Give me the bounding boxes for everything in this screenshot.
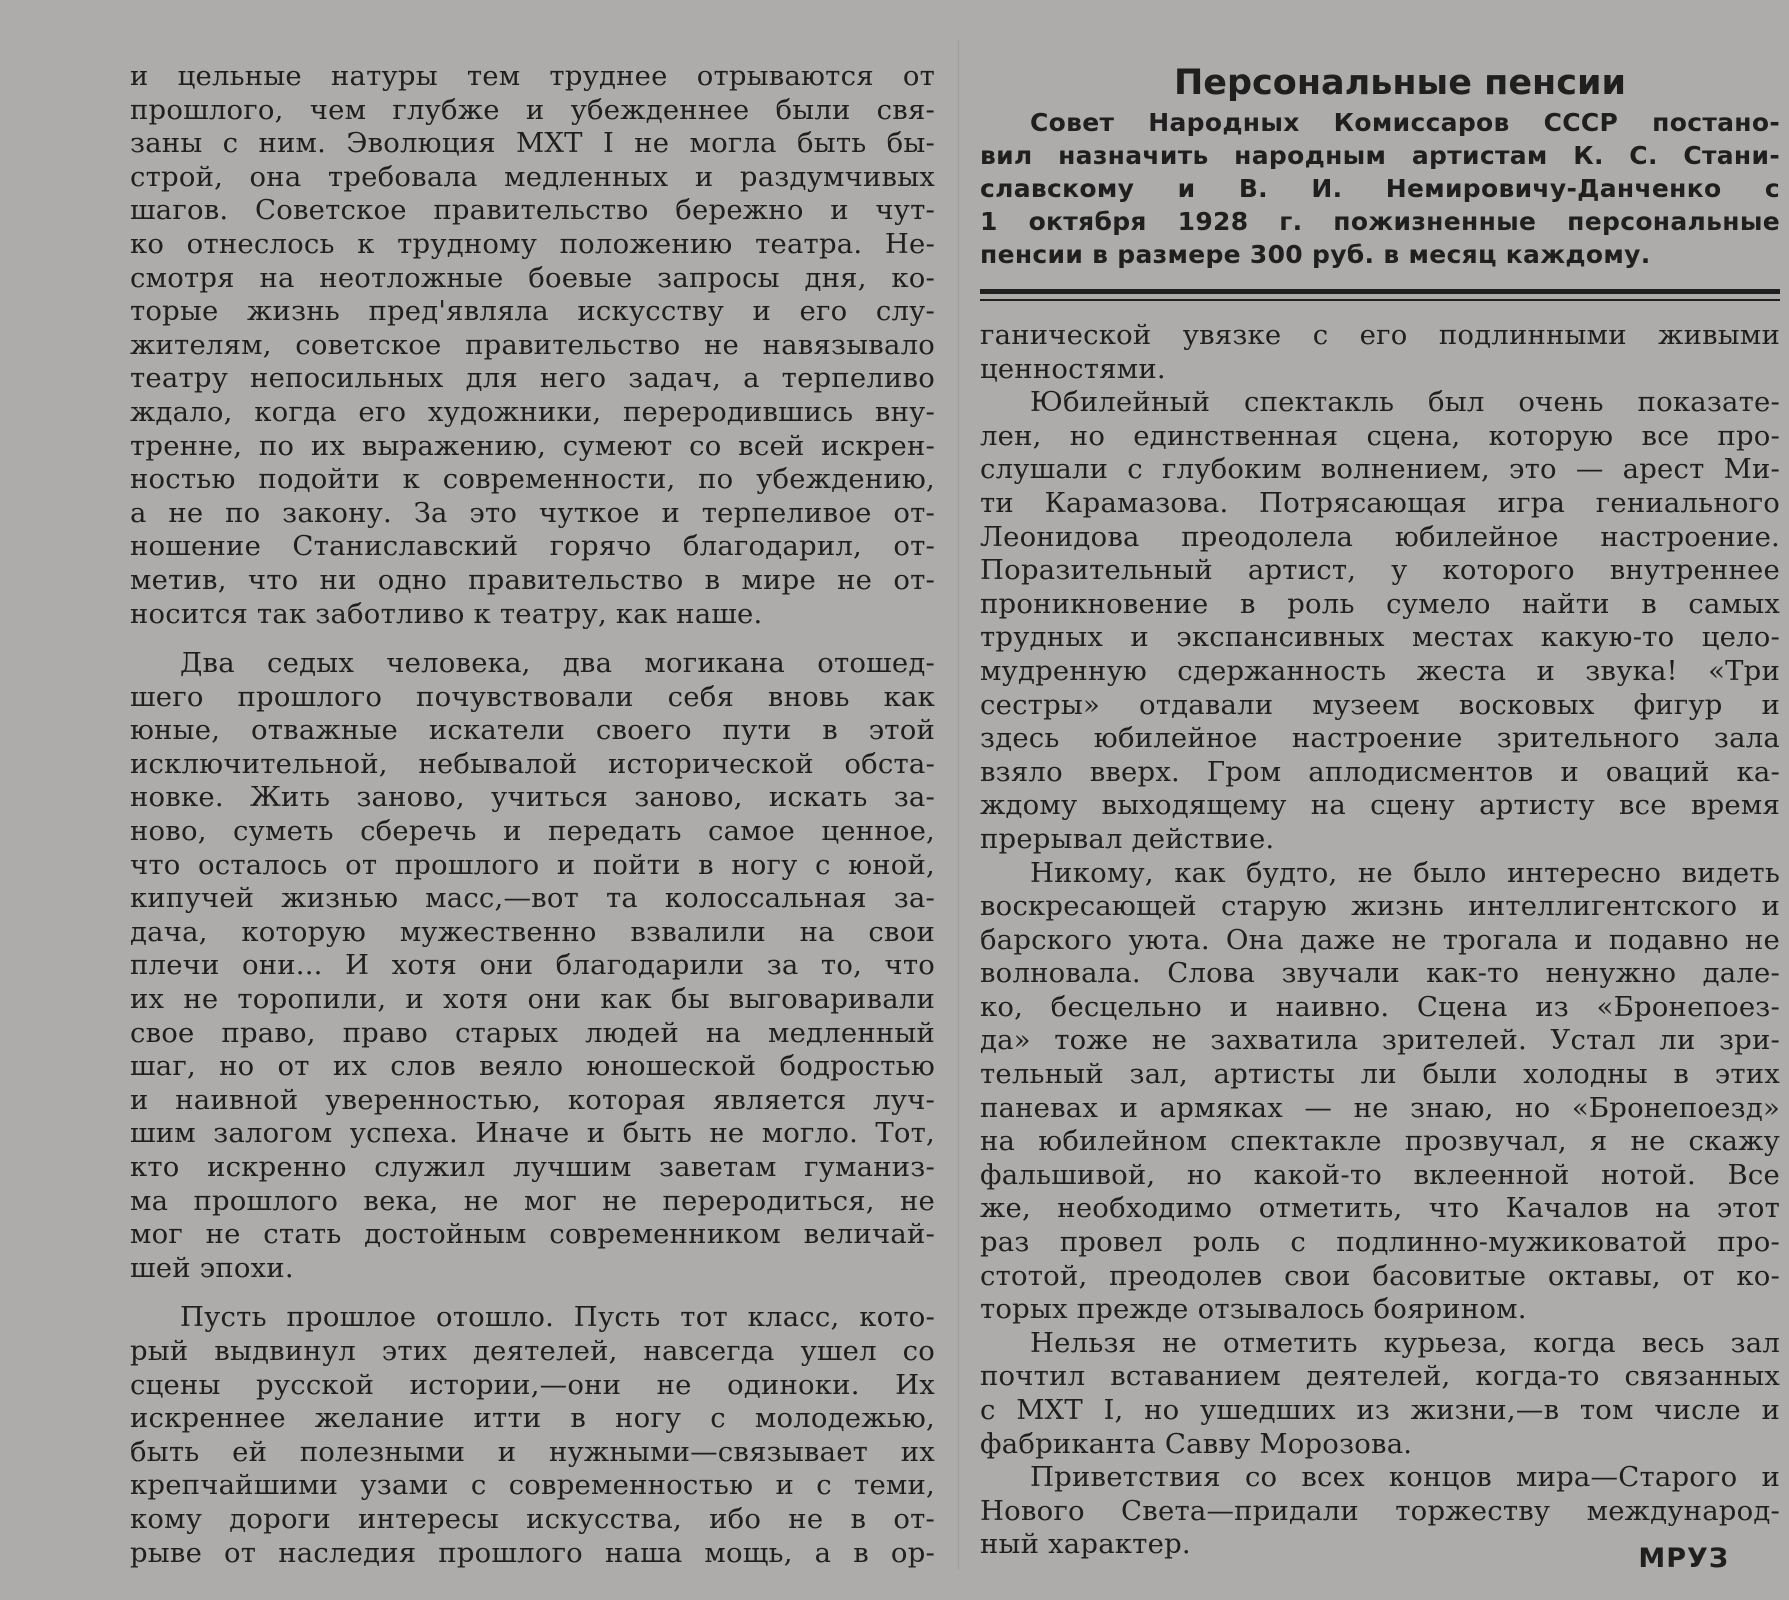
text-line: Леонидова преодолела юбилейное настроение. bbox=[980, 520, 1780, 553]
text-line: с МХТ I, но ушедших из жизни,—в том числе и bbox=[980, 1394, 1780, 1426]
text-line: смотря на неотложные боевые запросы дня, ко- bbox=[130, 261, 935, 294]
text-line: кто искренно служил лучшим заветам гуманиз- bbox=[130, 1151, 935, 1183]
rule-thin bbox=[980, 299, 1780, 301]
text-line: почтил вставанием деятелей, когда-то связанных bbox=[980, 1360, 1780, 1393]
notice-line: пенсии в размере 300 руб. в месяц каждому. bbox=[980, 240, 1651, 269]
text-line: новке. Жить заново, учиться заново, искать за- bbox=[130, 781, 935, 814]
text-line: шего прошлого почувствовали себя вновь как bbox=[130, 680, 935, 713]
text-line: носится так заботливо к театру, как наше. bbox=[130, 597, 763, 630]
notice-line: Совет Народных Комиссаров СССР постано- bbox=[1030, 108, 1780, 137]
text-line: здесь юбилейное настроение зрительного зала bbox=[980, 722, 1780, 755]
text-line: стотой, преодолев свои басовитые октавы, от ко- bbox=[980, 1259, 1780, 1292]
rule-thick bbox=[980, 289, 1780, 294]
text-line: тельный зал, артисты ли были холодны в этих bbox=[980, 1058, 1780, 1091]
text-line: рыве от наследия прошлого наша мощь, а в ор- bbox=[130, 1536, 935, 1569]
text-line: Нового Света—придали торжеству международ- bbox=[980, 1494, 1780, 1527]
notice-line: славскому и В. И. Немировичу-Данченко с bbox=[980, 174, 1780, 203]
text-line: ждому выходящему на сцену артисту все время bbox=[980, 789, 1780, 822]
text-line: Приветствия со всех концов мира—Старого и bbox=[1030, 1461, 1780, 1494]
text-line: паневах и армяках — не знаю, но «Бронепоезд» bbox=[980, 1091, 1780, 1124]
text-line: шим залогом успеха. Иначе и быть не могло. Тот, bbox=[130, 1117, 935, 1150]
text-line: ма прошлого века, не мог не переродиться, не bbox=[130, 1184, 935, 1217]
text-line: барского уюта. Она даже не трогала и подавно не bbox=[980, 923, 1780, 956]
text-line: волновала. Слова звучали как-то ненужно дале- bbox=[980, 957, 1780, 990]
text-line: их не торопили, и хотя они как бы выговаривали bbox=[130, 983, 935, 1016]
text-line: торые жизнь пред'являла искусству и его слу- bbox=[130, 295, 935, 328]
text-line: на юбилейном спектакле прозвучал, я не скажу bbox=[980, 1125, 1780, 1158]
left-column bbox=[130, 60, 935, 1570]
text-line: Два седых человека, два могикана отошед- bbox=[180, 647, 935, 680]
text-line: и наивной уверенностью, которая является луч- bbox=[130, 1083, 935, 1116]
text-line: торых прежде отзывалось боярином. bbox=[980, 1293, 1527, 1326]
text-line: тренне, по их выражению, сумеют со всей искрен- bbox=[130, 429, 935, 462]
text-line: исключительной, небывалой исторической обста- bbox=[130, 747, 935, 780]
text-line: ти Карамазова. Потрясающая игра гениального bbox=[980, 486, 1780, 519]
text-line: Юбилейный спектакль был очень показате- bbox=[1030, 386, 1780, 419]
text-line: Никому, как будто, не было интересно видеть bbox=[1030, 856, 1780, 889]
text-line: слушали с глубоким волнением, это — арест Ми- bbox=[980, 453, 1780, 486]
text-line: Нельзя не отметить курьеза, когда весь зал bbox=[1030, 1326, 1780, 1359]
text-line: ношение Станиславский горячо благодарил, от- bbox=[130, 530, 935, 563]
author-signature: МРУЗ bbox=[1638, 1543, 1729, 1574]
text-line: Пусть прошлое отошло. Пусть тот класс, кото- bbox=[180, 1301, 935, 1334]
text-line: фабриканта Савву Морозова. bbox=[980, 1427, 1413, 1460]
right-column bbox=[980, 60, 1780, 1562]
text-line: раз провел роль с подлинно-мужиковатой про- bbox=[980, 1226, 1780, 1259]
section-rule bbox=[980, 279, 1780, 319]
text-line: а не по закону. За это чуткое и терпеливое от- bbox=[130, 496, 935, 529]
text-line: и цельные натуры тем труднее отрываются от bbox=[130, 60, 935, 92]
text-line: кому дороги интересы искусства, ибо не в от- bbox=[130, 1502, 935, 1535]
text-line: мог не стать достойным современником величай- bbox=[130, 1218, 935, 1251]
column-divider bbox=[958, 40, 959, 1570]
text-line: ждало, когда его художники, переродившись вну- bbox=[130, 395, 935, 428]
text-line: кипучей жизнью масс,—вот та колоссальная за- bbox=[130, 882, 935, 915]
text-line: сестры» отдавали музеем восковых фигур и bbox=[980, 688, 1780, 721]
text-line: дача, которую мужественно взвалили на свои bbox=[130, 915, 935, 948]
text-line: фальшивой, но какой-то вклеенной нотой. Все bbox=[980, 1158, 1780, 1191]
text-line: что осталось от прошлого и пойти в ногу с юной, bbox=[130, 848, 935, 881]
text-line: свое право, право старых людей на медленный bbox=[130, 1016, 935, 1049]
text-line: заны с ним. Эволюция МХТ I не могла быть бы- bbox=[130, 127, 935, 160]
text-line: Поразительный артист, у которого внутреннее bbox=[980, 554, 1780, 587]
text-line: мудренную сдержанность жеста и звука! «Три bbox=[980, 654, 1780, 687]
text-line: шагов. Советское правительство бережно и чут- bbox=[130, 194, 935, 227]
text-line: метив, что ни одно правительство в мире не от- bbox=[130, 563, 935, 596]
text-line: ново, суметь сберечь и передать самое ценное, bbox=[130, 815, 935, 848]
text-line: ностью подойти к современности, по убеждению, bbox=[130, 463, 935, 496]
text-line: быть ей полезными и нужными—связывает их bbox=[130, 1435, 935, 1468]
text-line: трудных и экспансивных местах какую-то цело- bbox=[980, 621, 1780, 654]
text-line: юные, отважные искатели своего пути в этой bbox=[130, 714, 935, 747]
notice-line: вил назначить народным артистам К. С. Стани- bbox=[980, 141, 1780, 170]
text-line: лен, но единственная сцена, которую все про- bbox=[980, 419, 1780, 452]
text-line: прерывал действие. bbox=[980, 822, 1275, 855]
text-line: рый выдвинул этих деятелей, навсегда ушел со bbox=[130, 1334, 935, 1367]
text-line: шей эпохи. bbox=[130, 1251, 294, 1284]
text-line: прошлого, чем глубже и убежденнее были свя- bbox=[130, 93, 935, 126]
text-line: плечи они... И хотя они благодарили за то, что bbox=[130, 949, 935, 982]
text-line: проникновение в роль сумело найти в самых bbox=[980, 587, 1780, 620]
text-line: ный характер. bbox=[980, 1528, 1191, 1561]
text-line: театру непосильных для него задач, а терпеливо bbox=[130, 362, 935, 395]
text-line: ганической увязке с его подлинными живыми bbox=[980, 319, 1780, 351]
pension-notice bbox=[980, 60, 1780, 271]
text-line: ценностями. bbox=[980, 352, 1166, 385]
paragraph-gap bbox=[130, 631, 935, 647]
text-line: взяло вверх. Гром аплодисментов и оваций ка- bbox=[980, 755, 1780, 788]
text-line: шаг, но от их слов веяло юношеской бодростью bbox=[130, 1050, 935, 1083]
text-line: жителям, советское правительство не навязывало bbox=[130, 328, 935, 361]
text-line: ко отнеслось к трудному положению театра. Не- bbox=[130, 227, 935, 260]
text-line: ко, бесцельно и наивно. Сцена из «Бронепоез- bbox=[980, 990, 1780, 1023]
text-line: крепчайшими узами с современностью и с теми, bbox=[130, 1469, 935, 1502]
text-line: же, необходимо отметить, что Качалов на этот bbox=[980, 1192, 1780, 1225]
text-line: сцены русской истории,—они не одиноки. Их bbox=[130, 1368, 935, 1401]
paragraph-gap bbox=[130, 1285, 935, 1301]
text-line: искреннее желание итти в ногу с молодежью, bbox=[130, 1402, 935, 1435]
text-line: строй, она требовала медленных и раздумчивых bbox=[130, 160, 935, 193]
text-line: да» тоже не захватила зрителей. Устал ли зри- bbox=[980, 1024, 1780, 1057]
notice-line: 1 октября 1928 г. пожизненные персональные bbox=[980, 207, 1780, 236]
notice-title: Персональные пенсии bbox=[1173, 63, 1627, 103]
text-line: воскресающей старую жизнь интеллигентского и bbox=[980, 890, 1780, 923]
